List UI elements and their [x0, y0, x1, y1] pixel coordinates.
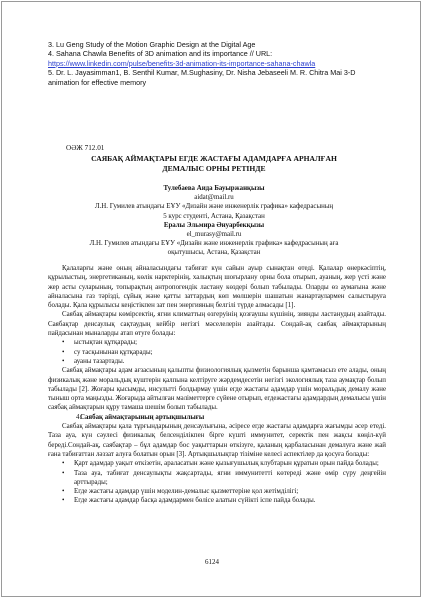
references-list — [48, 40, 388, 87]
reference-link[interactable]: https://www.linkedin.com/pulse/benefits-3d-animation-its-importance-sahana-chawla — [48, 58, 316, 68]
body-paragraph: Саябақ аймақтары көмірсектің, ягни климаттың өзгеруінің қозғаушы күшінің, зиянды ластанудың азайтады. Саябақтар денсаулық сақтаудың кейбір негізгі мәселелерін азайтады. Сондай-ақ саябақ аймақтарының пайдасынан мыналарды атап өтуге болады: — [48, 311, 386, 338]
reference-item: 4. Sahana Chawla Benefits of 3D animation and its importance // URL: — [48, 49, 273, 59]
bullet-list — [48, 338, 386, 366]
author-email: el_murasy@mail.ru — [186, 231, 242, 239]
body-paragraph: Саябақ аймақтары қала тұрғындарының денсаулығына, әсіресе егде жастағы адамдарға жағымды әсер етеді. Таза ауа, күн сәулесі физикалық белсенділікпен бірге күшті иммунитет, серектік пен жақсы көңіл-күй береді.Сондай-ақ, саябақтар – бұл адамдар бос уақыттарын өткізуге, қаланың қарбаласынан демалуға және жай ғана табиғаттан ләззат алуға болатын орын [3]. Артықшылықтар тізіміне келесі аспектілер да қосуға болады: — [48, 423, 386, 458]
author-affiliation: оқытушысы, Астана, Қазақстан — [167, 249, 261, 257]
list-item: • ауаны тазартады. — [74, 357, 386, 366]
section-heading — [48, 413, 386, 422]
authors-block — [42, 184, 386, 258]
udc-code: ОӘЖ 712.01 — [66, 144, 105, 152]
author-affiliation: Л.Н. Гумилев атындағы ЕҰУ «Дизайн және инженерлік графика» кафедрасының — [94, 203, 334, 211]
body-paragraph: Қалаларғы және оның айналасындағы табиғат күн сайын ауыр сынақтан өтеді. Қалалар өнеркәсіптің, құрылыстың, энергетиканың, көлік нарктерінің, халықтың шоғырлану орны бола отырып, ауаның, жер үсті және жер асты суларының, топырақтың антропогендік ластану көздері болып табылады. Оларды өз аумағына және айналасына газ тәрізді, сұйық және қатты заттардың көп мөлшерін шашатын жанартаулармен салыстыруға болады. Қала құрылысы кеңістікпен зат пен энергияның белгілі түрде алмасады [1]. — [48, 265, 386, 310]
list-item: • Таза ауа, табиғат денсаулықты жақсартады, ягни иммунитетті көтереді және өмір сүру деңгейін арттырады; — [74, 469, 386, 488]
reference-item: 5. Dr. L. Jayasimman1, B. Senthil Kumar, M.Sughasiny, Dr. Nisha Jebaseeli M. R. Chitra Mai 3-D animation for effective memory — [48, 68, 356, 87]
reference-item: 3. Lu Geng Study of the Motion Graphic Design at the Digital Age — [48, 40, 256, 49]
document-page — [1, 1, 421, 597]
list-item: • Қарт адамдар уақыт өткізетін, араласатын және қызығушылық клубтарын құратын орын пайда болады; — [74, 459, 386, 468]
section-title: Саябақ аймақтарының артықшылығы — [80, 413, 205, 421]
title-line: ДЕМАЛЫС ОРНЫ РЕТІНДЕ — [162, 164, 266, 173]
page-number: 6124 — [205, 558, 219, 566]
bullet-list — [48, 459, 386, 505]
section-number: 4. — [76, 413, 82, 421]
author-affiliation: Л.Н. Гумилев атындағы ЕҰУ «Дизайн және инженерлік графика» кафедрасының аға — [89, 240, 339, 248]
author-name: Ералы Эльмира Әнуарбекқызы — [163, 221, 265, 229]
list-item: • Егде жастағы адамдар басқа адамдармен бөлісе алатын сүйікті іспе пайда болады. — [74, 496, 386, 505]
list-item: • ыстықтан құтқарады; — [74, 338, 386, 347]
author-email: aidat@mail.ru — [194, 194, 234, 202]
title-line: САЯБАҚ АЙМАҚТАРЫ ЕГДЕ ЖАСТАҒЫ АДАМДАРҒА АРНАЛҒАН — [91, 154, 337, 163]
list-item: • су тасқынынан құтқарады; — [74, 348, 386, 357]
article-title — [42, 154, 386, 174]
body-paragraph: Саябақ аймақтары адам ағзасының қалыпты физиологиялық қызметін барынша қамтамасыз ете алады, оның физикалық және моральдық күштерін қалпына келтіруге жәрдемдесетін негізгі экологиялық таза аумақтар болып табылады [2]. Жоғары қысымды, инсультті болдырмау үшін егде жастағы адамдар үшін моральдық демалу және тыныш орта маңызды. Жоғарыда айтылған мәліметтерге сүйене отырып, егдежастағы адамдардың демалысы үшін саябақ аймақтарын құру тамаша шешім болып табылады. — [48, 367, 386, 412]
author-name: Тулебаева Аида Бауыржанқызы — [163, 185, 265, 192]
article-body — [48, 264, 386, 506]
list-item: • Егде жастағы адамдар үшін моделин-демалыс қызметтеріне қол жетімділігі; — [74, 487, 386, 496]
author-affiliation: 5 курс студенті, Астана, Қазақстан — [163, 212, 265, 220]
